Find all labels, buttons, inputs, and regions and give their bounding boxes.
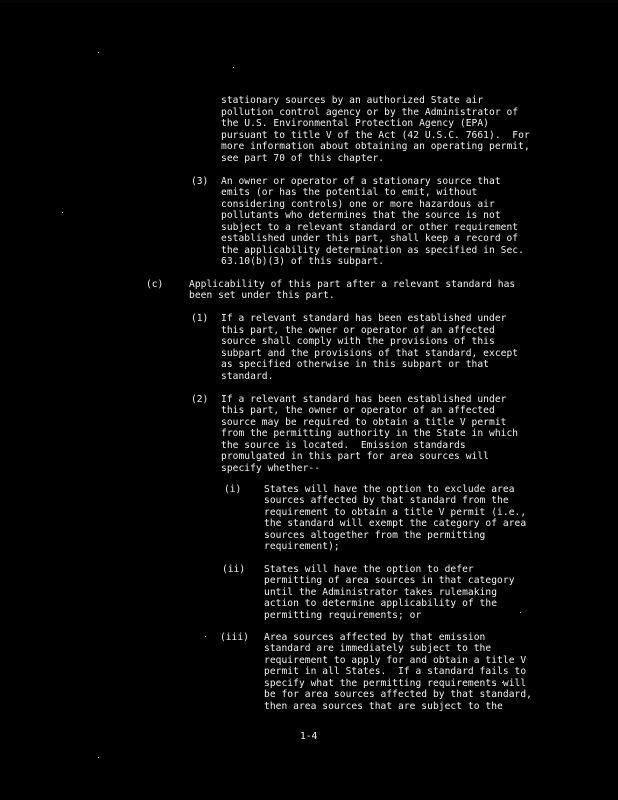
text-line: If a relevant standard has been established under bbox=[221, 313, 507, 324]
text-line: source may be required to obtain a title V permit bbox=[221, 417, 507, 428]
text-line: the U.S. Environmental Protection Agency (EPA) bbox=[221, 118, 489, 129]
text-line: subpart and the provisions of that standard, except bbox=[221, 348, 519, 359]
text-line: see part 70 of this chapter. bbox=[221, 153, 385, 164]
text-line: pursuant to title V of the Act (42 U.S.C. 7661). For bbox=[221, 130, 530, 141]
text-line: this part, the owner or operator of an affected bbox=[221, 325, 495, 336]
text-line: as specified otherwise in this subpart or that bbox=[221, 359, 489, 370]
text-line: sources affected by that standard from the bbox=[264, 495, 509, 506]
text-line: more information about obtaining an operating permit, bbox=[221, 141, 530, 152]
text-line: standard. bbox=[221, 371, 274, 382]
text-line: established under this part, shall keep a record of bbox=[221, 233, 519, 244]
text-line: 63.10(b)(3) of this subpart. bbox=[221, 256, 385, 267]
text-line: the source is located. Emission standards bbox=[221, 440, 466, 451]
text-line: permitting requirements; or bbox=[264, 610, 422, 621]
text-line: be for area sources affected by that standard, bbox=[264, 689, 532, 700]
item-number: (1) bbox=[191, 313, 209, 324]
text-line: requirement to obtain a title V permit (i.e., bbox=[264, 507, 527, 518]
subitem-number: (iii) bbox=[220, 632, 249, 643]
text-line: requirement to apply for and obtain a title V bbox=[264, 655, 527, 666]
scan-speck bbox=[62, 212, 63, 213]
text-line: Area sources affected by that emission bbox=[264, 632, 486, 643]
text-line: States will have the option to exclude area bbox=[264, 484, 515, 495]
section-heading-line: Applicability of this part after a relevant standard has bbox=[189, 279, 516, 290]
section-heading-line: been set under this part. bbox=[189, 290, 335, 301]
item-number: (3) bbox=[191, 176, 209, 187]
text-line: emits (or has the potential to emit, without bbox=[221, 187, 478, 198]
item-number: (2) bbox=[191, 394, 209, 405]
scan-edge bbox=[0, 0, 618, 3]
text-line: stationary sources by an authorized State air bbox=[221, 95, 484, 106]
text-line: subject to a relevant standard or other requirement bbox=[221, 222, 519, 233]
text-line: this part, the owner or operator of an affected bbox=[221, 405, 495, 416]
text-line: the standard will exempt the category of area bbox=[264, 518, 527, 529]
text-line: pollution control agency or by the Administrator of bbox=[221, 107, 519, 118]
scan-speck bbox=[520, 612, 521, 613]
subitem-number: (i) bbox=[224, 484, 242, 495]
text-line: requirement); bbox=[264, 541, 340, 552]
text-line: specify what the permitting requirements will bbox=[264, 678, 527, 689]
text-line: source shall comply with the provisions of this bbox=[221, 336, 495, 347]
text-line: standard are immediately subject to the bbox=[264, 643, 492, 654]
text-line: sources altogether from the permitting bbox=[264, 530, 486, 541]
scan-speck bbox=[233, 67, 234, 68]
scan-speck bbox=[205, 636, 206, 637]
text-line: specify whether-- bbox=[221, 463, 321, 474]
text-line: until the Administrator takes rulemaking bbox=[264, 587, 498, 598]
subitem-number: (ii) bbox=[222, 564, 246, 575]
page-number: 1-4 bbox=[300, 731, 318, 742]
text-line: promulgated in this part for area sources will bbox=[221, 451, 489, 462]
text-line: If a relevant standard has been established under bbox=[221, 394, 507, 405]
text-line: permit in all States. If a standard fails to bbox=[264, 666, 527, 677]
scan-speck bbox=[98, 757, 99, 758]
text-line: pollutants who determines that the source is not bbox=[221, 210, 501, 221]
text-line: An owner or operator of a stationary source that bbox=[221, 176, 501, 187]
scan-speck bbox=[98, 52, 99, 53]
text-line: States will have the option to defer bbox=[264, 564, 474, 575]
section-label: (c) bbox=[146, 279, 164, 290]
text-line: from the permitting authority in the State in which bbox=[221, 428, 519, 439]
text-line: permitting of area sources in that category bbox=[264, 575, 515, 586]
text-line: then area sources that are subject to the bbox=[264, 701, 503, 712]
text-line: considering controls) one or more hazardous air bbox=[221, 199, 495, 210]
text-line: the applicability determination as specified in Sec. bbox=[221, 245, 524, 256]
text-line: action to determine applicability of the bbox=[264, 598, 498, 609]
